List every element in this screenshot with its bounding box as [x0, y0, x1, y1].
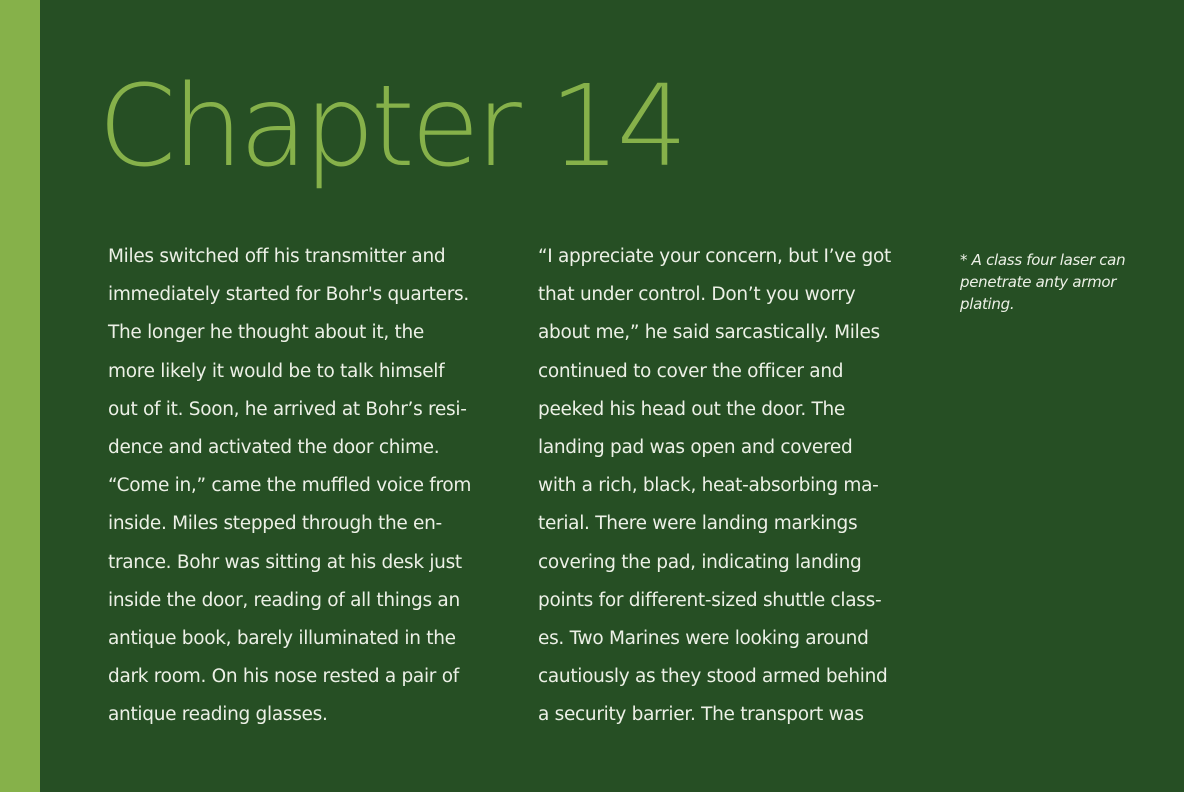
text-line: The longer he thought about it, the [108, 322, 424, 344]
text-line: dark room. On his nose rested a pair of [108, 666, 459, 688]
text-line: covering the pad, indicating landing [538, 551, 862, 573]
text-line: with a rich, black, heat-absorbing ma- [538, 475, 879, 497]
chapter-title: Chapter 14 [98, 62, 684, 192]
text-line: out of it. Soon, he arrived at Bohr’s resi- [108, 398, 467, 420]
text-line: landing pad was open and covered [538, 436, 853, 458]
text-line: about me,” he said sarcastically. Miles [538, 322, 880, 344]
text-line: terial. There were landing markings [538, 513, 858, 535]
text-line: trance. Bohr was sitting at his desk just [108, 551, 462, 573]
text-line: cautiously as they stood armed behind [538, 666, 888, 688]
text-line: “I appreciate your concern, but I’ve got [538, 246, 891, 267]
text-line: that under control. Don’t you worry [538, 284, 856, 306]
text-line: peeked his head out the door. The [538, 398, 845, 420]
text-line: inside. Miles stepped through the en- [108, 513, 442, 535]
text-line: es. Two Marines were looking around [538, 627, 869, 649]
text-line: more likely it would be to talk himself [108, 360, 445, 382]
text-line: antique reading glasses. [108, 704, 328, 726]
text-line: “Come in,” came the muffled voice from [108, 475, 472, 497]
text-line: points for different-sized shuttle class- [538, 589, 882, 611]
body-column-right [538, 238, 918, 734]
text-line: immediately started for Bohr's quarters. [108, 284, 469, 306]
text-line: antique book, barely illuminated in the [108, 627, 456, 649]
text-line: continued to cover the officer and [538, 360, 844, 382]
chapter-page [40, 0, 1184, 792]
footnote: * A class four laser can penetrate anty armor plating. [960, 251, 1126, 313]
text-line: inside the door, reading of all things an [108, 589, 460, 611]
text-line: dence and activated the door chime. [108, 436, 440, 458]
text-line: Miles switched off his transmitter and [108, 246, 446, 267]
body-column-left [108, 238, 488, 734]
side-accent-stripe [0, 0, 40, 792]
text-line: a security barrier. The transport was [538, 704, 864, 726]
